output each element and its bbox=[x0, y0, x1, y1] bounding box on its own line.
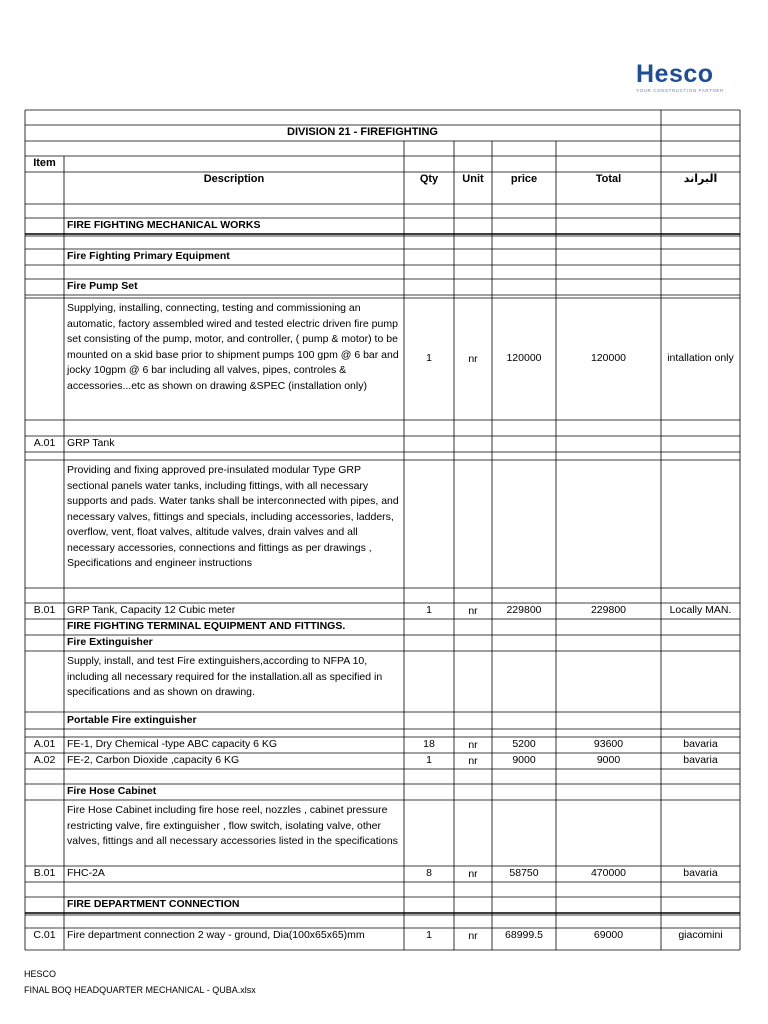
header-qty: Qty bbox=[419, 173, 439, 185]
cell-description: FIRE DEPARTMENT CONNECTION bbox=[67, 898, 240, 911]
cell-brand: Locally MAN. bbox=[669, 604, 732, 617]
cell-unit: nr bbox=[468, 755, 478, 768]
cell-price: 9000 bbox=[512, 754, 536, 767]
cell-description: Supplying, installing, connecting, testing and commissioning an automatic, factory assembled wired and tested electric driven fire pump set consisting of the pump, motor, and controller, ( pump & motor) to be mounted on a skid base prior to shipment pumps 100 gpm @ 6 bar and jocky 10gpm @ 6 bar including all valves, pipes, controles & accessories...etc as shown on drawing &SPEC (installation only) bbox=[67, 302, 399, 392]
logo-tagline: YOUR CONSTRUCTION PARTNER bbox=[636, 88, 724, 93]
header-price: price bbox=[510, 173, 538, 185]
footer-filename: FINAL BOQ HEADQUARTER MECHANICAL - QUBA.xlsx bbox=[24, 985, 256, 995]
cell-qty: 1 bbox=[426, 929, 432, 942]
cell-item: A.01 bbox=[33, 738, 56, 751]
cell-description: GRP Tank bbox=[67, 437, 115, 450]
cell-description: Fire Hose Cabinet including fire hose reel, nozzles , cabinet pressure restricting valve, fire extinguisher , flow switch, isolating valve, other valves, fittings and all necessary accessories listed in the specifications bbox=[67, 804, 398, 847]
cell-brand: bavaria bbox=[683, 738, 718, 751]
cell-price: 58750 bbox=[509, 867, 539, 880]
cell-description: Fire Hose Cabinet bbox=[67, 785, 157, 798]
header-unit: Unit bbox=[462, 173, 484, 185]
cell-price: 120000 bbox=[506, 352, 542, 365]
cell-unit: nr bbox=[468, 739, 478, 752]
cell-description: Fire Fighting Primary Equipment bbox=[67, 250, 230, 263]
cell-qty: 1 bbox=[426, 604, 432, 617]
cell-qty: 1 bbox=[426, 352, 432, 365]
footer-company: HESCO bbox=[24, 969, 57, 979]
cell-description: FE-1, Dry Chemical -type ABC capacity 6 KG bbox=[67, 738, 278, 751]
cell-description: FHC-2A bbox=[67, 867, 105, 880]
cell-description: Fire Pump Set bbox=[67, 280, 138, 293]
cell-qty: 8 bbox=[426, 867, 432, 880]
cell-item: B.01 bbox=[33, 604, 56, 617]
cell-brand: bavaria bbox=[683, 754, 718, 767]
header-item: Item bbox=[33, 157, 56, 169]
cell-brand: intallation only bbox=[667, 352, 734, 365]
cell-price: 229800 bbox=[506, 604, 542, 617]
header-description: Description bbox=[203, 173, 265, 185]
cell-unit: nr bbox=[468, 930, 478, 943]
cell-total: 229800 bbox=[590, 604, 627, 617]
cell-item: A.01 bbox=[33, 437, 56, 450]
header-total: Total bbox=[595, 173, 622, 185]
cell-item: A.02 bbox=[33, 754, 56, 767]
cell-qty: 1 bbox=[426, 754, 432, 767]
cell-unit: nr bbox=[468, 353, 478, 366]
cell-item: B.01 bbox=[33, 867, 56, 880]
cell-description: GRP Tank, Capacity 12 Cubic meter bbox=[67, 604, 236, 617]
cell-total: 120000 bbox=[590, 352, 627, 365]
cell-unit: nr bbox=[468, 868, 478, 881]
cell-total: 9000 bbox=[596, 754, 621, 767]
cell-description: Providing and fixing approved pre-insulated modular Type GRP sectional panels water tanks, including fittings, with all necessary supports and pads. Water tanks shall be interconnected with pipes, and necessary valves, fittings and specials, including accessories, ladders, overflow, vent, float valves, altitude valves, drain valves and all necessary accessories, connections and fittings as per drawings , Specifications and engineer instructions bbox=[67, 464, 399, 569]
cell-total: 93600 bbox=[593, 738, 624, 751]
cell-price: 5200 bbox=[512, 738, 536, 751]
cell-description: Portable Fire extinguisher bbox=[67, 713, 197, 726]
cell-price: 68999.5 bbox=[505, 929, 543, 942]
cell-description: Supply, install, and test Fire extinguishers,according to NFPA 10, including all necessary required for the installation.all as specified in specifications and as shown on drawing. bbox=[67, 655, 383, 698]
cell-brand: giacomini bbox=[678, 929, 723, 942]
cell-description: Fire department connection 2 way - ground, Dia(100x65x65)mm bbox=[67, 929, 365, 942]
cell-unit: nr bbox=[468, 605, 478, 618]
table-title: DIVISION 21 - FIREFIGHTING bbox=[287, 126, 438, 138]
cell-description: FIRE FIGHTING TERMINAL EQUIPMENT AND FITTINGS. bbox=[67, 620, 346, 633]
cell-total: 69000 bbox=[593, 929, 624, 942]
cell-description: FE-2, Carbon Dioxide ,capacity 6 KG bbox=[67, 754, 240, 767]
cell-total: 470000 bbox=[590, 867, 627, 880]
header-brand: البراند bbox=[683, 173, 718, 185]
cell-qty: 18 bbox=[423, 738, 435, 751]
cell-brand: bavaria bbox=[683, 867, 718, 880]
cell-item: C.01 bbox=[33, 929, 56, 942]
logo-text: Hesco bbox=[636, 60, 714, 88]
cell-description: FIRE FIGHTING MECHANICAL WORKS bbox=[67, 219, 261, 232]
cell-description: Fire Extinguisher bbox=[67, 636, 153, 649]
